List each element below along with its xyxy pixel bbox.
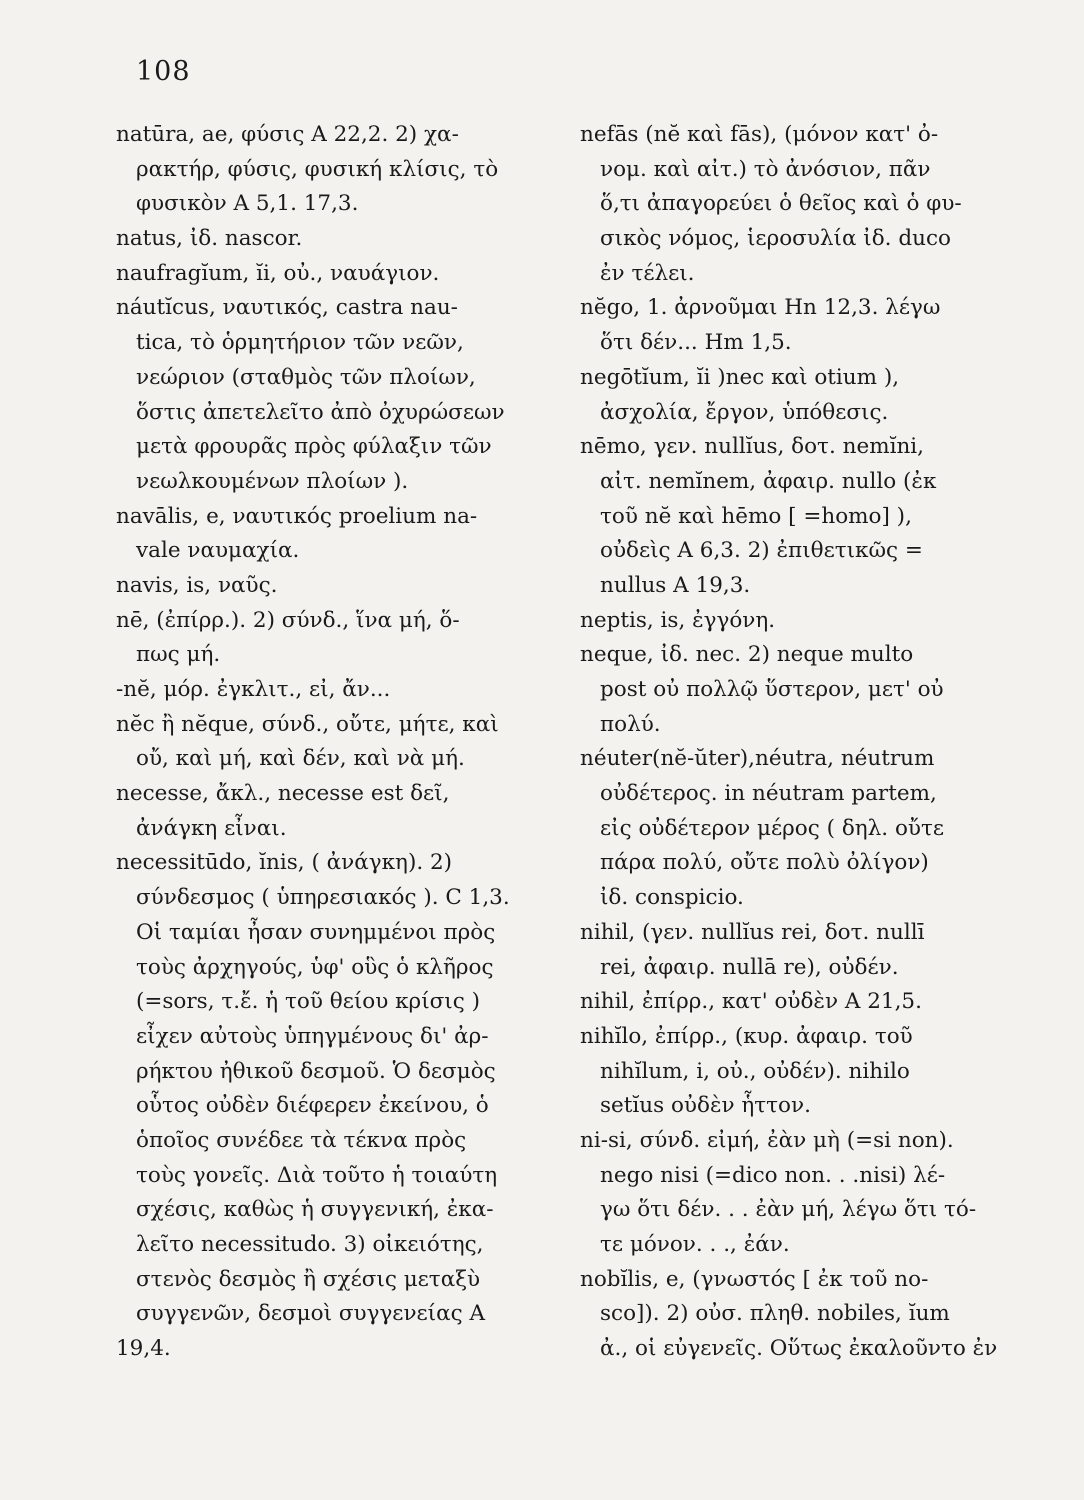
dictionary-line: μετὰ φρουρᾶς πρὸς φύλαξιν τῶν: [136, 434, 492, 460]
dictionary-line: σικὸς νόμος, ἱεροσυλία ἰδ. duco: [600, 226, 951, 252]
dictionary-line: post οὐ πολλῷ ὕστερον, μετ' οὐ: [600, 677, 944, 702]
dictionary-line: τοὺς ἀρχηγούς, ὑφ' οὓς ὁ κλῆρος: [136, 954, 494, 980]
dictionary-line: setĭus οὐδὲν ἧττον.: [600, 1093, 811, 1119]
dictionary-line: λεῖτο necessitudo. 3) οἰκειότης,: [136, 1232, 484, 1257]
dictionary-line: νεώριον (σταθμὸς τῶν πλοίων,: [136, 364, 476, 390]
dictionary-line: πάρα πολύ, οὔτε πολὺ ὀλίγον): [600, 850, 929, 876]
dictionary-line: néuter(nĕ-ŭter),néutra, néutrum: [580, 746, 935, 772]
dictionary-line: πως μή.: [136, 642, 221, 668]
dictionary-line: ὅτι δέν... Hm 1,5.: [600, 330, 792, 356]
dictionary-line: naufragĭum, ĭi, οὐ., ναυάγιον.: [116, 260, 440, 286]
dictionary-line: vale ναυμαχία.: [136, 538, 300, 564]
dictionary-line: σύνδεσμος ( ὑπηρεσιακός ). C 1,3.: [136, 885, 510, 911]
dictionary-line: nefās (nĕ καὶ fās), (μόνον κατ' ὀ-: [580, 122, 939, 147]
dictionary-line: nobĭlis, e, (γνωστός [ ἐκ τοῦ no-: [580, 1266, 929, 1292]
dictionary-line: nihil, (γεν. nullĭus rei, δοτ. nullī: [580, 919, 925, 945]
right-column: [580, 118, 1012, 1367]
page-number: 108: [136, 56, 191, 87]
dictionary-line: nihil, ἐπίρρ., κατ' οὐδὲν Α 21,5.: [580, 989, 922, 1015]
dictionary-line: necesse, ἄκλ., necesse est δεῖ,: [116, 781, 450, 807]
dictionary-line: natus, ἰδ. nascor.: [116, 226, 303, 252]
dictionary-line: navālis, e, ναυτικός proelium na-: [116, 503, 478, 529]
dictionary-line: nĕc ἢ nĕque, σύνδ., οὔτε, μήτε, καὶ: [116, 711, 499, 737]
dictionary-line: οὐδέτερος. in néutram partem,: [600, 781, 937, 807]
dictionary-line: nego nisi (=dico non. . .nisi) λέ-: [600, 1162, 946, 1188]
dictionary-line: Οἱ ταμίαι ἦσαν συνημμένοι πρὸς: [136, 919, 496, 945]
dictionary-line: ὅ,τι ἀπαγορεύει ὁ θεῖος καὶ ὁ φυ-: [600, 191, 962, 217]
dictionary-line: οὔ, καὶ μή, καὶ δέν, καὶ νὰ μή.: [136, 746, 465, 772]
dictionary-line: sco]). 2) οὐσ. πληθ. nobiles, ĭum: [600, 1301, 950, 1327]
dictionary-line: ἐν τέλει.: [600, 260, 695, 286]
dictionary-line: rei, ἀφαιρ. nullā re), οὐδέν.: [600, 954, 899, 980]
dictionary-line: τοὺς γονεῖς. Διὰ τοῦτο ἡ τοιαύτη: [136, 1162, 498, 1188]
dictionary-line: nullus Α 19,3.: [600, 572, 751, 598]
dictionary-line: nĕgo, 1. ἀρνοῦμαι Hn 12,3. λέγω: [580, 295, 941, 321]
dictionary-line: necessitūdo, ĭnis, ( ἀνάγκη). 2): [116, 850, 453, 876]
dictionary-line: nihĭlum, i, οὐ., οὐδέν). nihilo: [600, 1058, 910, 1084]
dictionary-line: τε μόνον. . ., ἐάν.: [600, 1232, 790, 1257]
dictionary-line: πολύ.: [600, 711, 661, 737]
dictionary-line: negōtĭum, ĭi )nec καὶ otium ),: [580, 364, 900, 390]
dictionary-line: tica, τὸ ὁρμητήριον τῶν νεῶν,: [136, 330, 464, 356]
dictionary-line: ἀνάγκη εἶναι.: [136, 815, 287, 841]
dictionary-line: οὗτος οὐδὲν διέφερεν ἐκείνου, ὁ: [136, 1093, 489, 1119]
dictionary-line: στενὸς δεσμὸς ἢ σχέσις μεταξὺ: [136, 1266, 481, 1292]
dictionary-line: αἰτ. nemĭnem, ἀφαιρ. nullo (ἐκ: [600, 468, 937, 494]
dictionary-line: neque, ἰδ. nec. 2) neque multo: [580, 642, 914, 668]
dictionary-line: γω ὅτι δέν. . . ἐὰν μή, λέγω ὅτι τό-: [600, 1197, 977, 1223]
dictionary-line: νεωλκουμένων πλοίων ).: [136, 468, 409, 494]
dictionary-line: (=sors, τ.ἔ. ἡ τοῦ θείου κρίσις ): [136, 989, 480, 1015]
dictionary-line: σχέσις, καθὼς ἡ συγγενική, ἐκα-: [136, 1197, 494, 1223]
dictionary-line: ὁποῖος συνέδεε τὰ τέκνα πρὸς: [136, 1127, 467, 1153]
left-column: [116, 118, 536, 1367]
dictionary-line: nē, (ἐπίρρ.). 2) σύνδ., ἵνα μή, ὅ-: [116, 607, 460, 633]
dictionary-line: νομ. καὶ αἰτ.) τὸ ἀνόσιον, πᾶν: [600, 156, 931, 182]
dictionary-line: ni-si, σύνδ. εἰμή, ἐὰν μὴ (=si non).: [580, 1127, 954, 1153]
dictionary-line: ρήκτου ἠθικοῦ δεσμοῦ. Ὁ δεσμὸς: [136, 1058, 496, 1084]
dictionary-line: neptis, is, ἐγγόνη.: [580, 607, 776, 633]
dictionary-line: οὐδεὶς Α 6,3. 2) ἐπιθετικῶς =: [600, 538, 923, 564]
dictionary-line: -nĕ, μόρ. ἐγκλιτ., εἰ, ἄν...: [116, 677, 391, 702]
dictionary-line: 19,4.: [116, 1336, 171, 1362]
dictionary-line: nihĭlo, ἐπίρρ., (κυρ. ἀφαιρ. τοῦ: [580, 1023, 913, 1049]
dictionary-line: náutĭcus, ναυτικός, castra nau-: [116, 295, 458, 321]
dictionary-line: συγγενῶν, δεσμοὶ συγγενείας Α: [136, 1301, 486, 1327]
dictionary-line: nēmo, γεν. nullĭus, δοτ. nemĭni,: [580, 434, 925, 460]
dictionary-line: εἶχεν αὐτοὺς ὑπηγμένους δι' ἀρ-: [136, 1023, 489, 1049]
dictionary-line: ὅστις ἀπετελεῖτο ἀπὸ ὀχυρώσεων: [136, 399, 505, 425]
dictionary-line: natūra, ae, φύσις Α 22,2. 2) χα-: [116, 122, 459, 147]
dictionary-line: ἀ., οἱ εὐγενεῖς. Οὕτως ἐκαλοῦντο ἐν: [600, 1336, 998, 1362]
dictionary-line: εἰς οὐδέτερον μέρος ( δηλ. οὔτε: [600, 815, 945, 841]
dictionary-line: navis, is, ναῦς.: [116, 572, 278, 598]
dictionary-line: φυσικὸν Α 5,1. 17,3.: [136, 191, 359, 217]
dictionary-line: ἰδ. conspicio.: [600, 885, 744, 911]
dictionary-line: τοῦ nĕ καὶ hēmo [ =homo] ),: [600, 503, 912, 529]
dictionary-line: ρακτήρ, φύσις, φυσική κλίσις, τὸ: [136, 156, 499, 182]
dictionary-line: ἀσχολία, ἔργον, ὑπόθεσις.: [600, 399, 889, 425]
